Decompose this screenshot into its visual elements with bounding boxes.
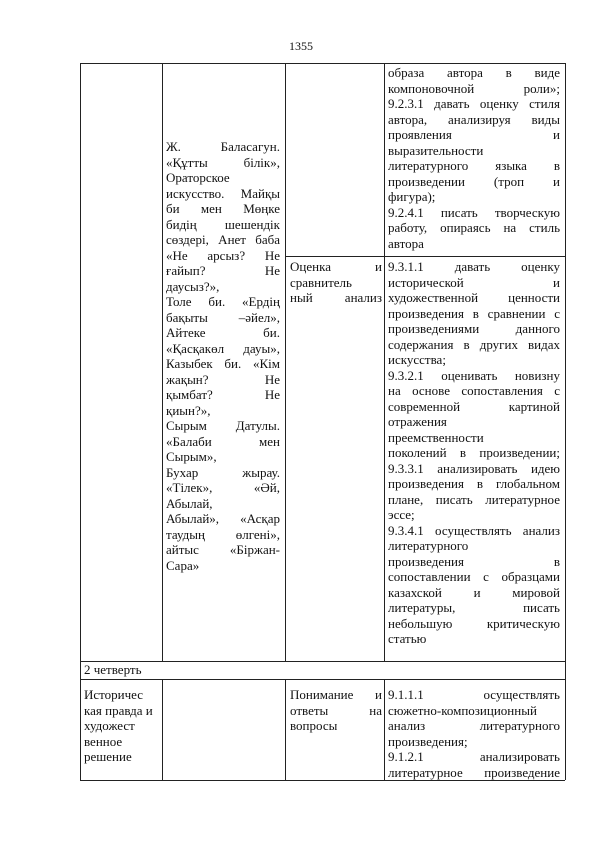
objective-line: произведении (троп и [388,173,560,189]
objective-line: современной картиной [388,398,560,414]
objective-line: литературное произведение [388,764,560,780]
col-divider-3-lower [384,679,385,780]
authors-line: ғайып? Не [166,263,280,278]
authors-line: қиын?», [166,402,211,418]
objective-line: произведения в [388,553,560,569]
objectives-cell-1 [388,65,560,251]
method-line: Оценка и [290,259,382,274]
topic-line: венное [84,733,123,749]
objective-line: сопоставлении с образцами [388,569,560,584]
objective-line: выразительности [388,142,484,158]
objective-line: на основе сопоставления с [388,383,560,398]
authors-line: Толе би. «Ердің [166,294,280,309]
authors-line: жақын? Не [166,371,280,387]
objective-line: искусства; [388,352,446,367]
quarter-label: 2 четверть [84,662,142,677]
objective-line: 9.2.4.1 писать творческую [388,204,560,220]
objective-line: проявления и [388,127,560,142]
row-divider-quarter-bottom [80,679,565,680]
topic-line: решение [84,749,132,764]
objective-line: произведения в глобальном [388,476,560,491]
authors-line: Бухар жырау. [166,464,280,480]
authors-line: Абылай, [166,495,213,511]
objective-line: компоновочной роли»; [388,80,560,96]
objective-line: 9.3.3.1 анализировать идею [388,460,560,476]
objective-line: казахской и мировой [388,584,560,600]
authors-line: «Не арсыз? Не [166,247,280,263]
method-line: вопросы [290,718,338,733]
authors-line: би мен Мөңке [166,201,280,216]
page-number: 1355 [289,39,313,53]
objective-line: 9.2.3.1 давать оценку стиля [388,96,560,111]
objective-line: содержания в других видах [388,336,560,352]
col-divider-1-lower [162,679,163,780]
objective-line: литературного [388,538,469,553]
authors-line: Айтеке би. [166,325,280,340]
method-cell-2 [290,259,382,306]
authors-line: бақыты –әйел», [166,309,280,325]
objective-line: произведения; [388,733,468,749]
authors-line: «Құтты білік», [166,154,280,170]
authors-line: даусыз?», [166,278,220,294]
table-top-border [80,63,565,64]
objective-line: произведения в сравнении с [388,305,560,321]
objective-line: исторической и [388,274,560,290]
method-line: ответы на [290,702,382,718]
objective-line: литературного языка в [388,158,560,173]
authors-line: қымбат? Не [166,387,280,402]
authors-line: Казыбек би. «Кім [166,356,280,371]
authors-cell [166,139,280,573]
objective-line: статью [388,631,427,646]
authors-line: айтыс «Біржан- [166,542,280,557]
objective-line: произведениями данного [388,321,560,336]
authors-line: Сырым Датулы. [166,418,280,433]
authors-line: «Қасқакөл дауы», [166,340,280,356]
objective-line: 9.1.1.1 осуществлять [388,687,560,702]
authors-line: «Балаби мен [166,433,280,449]
objective-line: сюжетно-композиционный [388,702,537,718]
objective-line: работу, опираясь на стиль [388,220,560,235]
method-line: ный анализ [290,290,382,305]
authors-line: таудың өлгені», [166,526,280,542]
objective-line: преемственности [388,429,484,445]
topic-line: Историчес [84,687,144,702]
table-right-border [565,63,566,780]
objectives-cell-3 [388,687,560,780]
method-line: Понимание и [290,687,382,702]
objective-line: фигура); [388,189,436,204]
col-divider-1-upper [162,63,163,661]
authors-line: Сырым», [166,449,217,464]
authors-line: сөздері, Анет баба [166,232,280,247]
authors-line: Ж. Баласагун. [166,139,280,154]
col-divider-3-upper [384,63,385,661]
row-divider-right [285,256,565,257]
topic-line: художест [84,718,135,733]
objective-line: автора [388,235,424,251]
col-divider-2-upper [285,63,286,661]
objectives-cell-2 [388,259,560,647]
objective-line: анализ литературного [388,718,560,733]
topic-cell [84,687,161,765]
objective-line: литературы, писать [388,600,560,615]
table-left-border [80,63,81,780]
objective-line: поколений в произведении; [388,445,560,460]
objective-line: отражения [388,414,447,429]
topic-line: кая правда и [84,702,153,718]
method-cell-3 [290,687,382,734]
objective-line: образа автора в виде [388,65,560,80]
objective-line: 9.3.4.1 осуществлять анализ [388,522,560,538]
objective-line: автора, анализируя виды [388,111,560,127]
objective-line: 9.1.2.1 анализировать [388,749,560,764]
objective-line: эссе; [388,507,415,522]
col-divider-2-lower [285,679,286,780]
table-bottom-border [80,780,565,781]
authors-line: бидің шешендік [166,216,280,232]
authors-line: «Тілек», «Әй, [166,480,280,495]
authors-line: Ораторское [166,170,230,185]
authors-line: Сара» [166,557,200,573]
objective-line: 9.3.1.1 давать оценку [388,259,560,274]
objective-line: небольшую критическую [388,615,560,631]
objective-line: 9.3.2.1 оценивать новизну [388,367,560,383]
authors-line: Абылай», «Асқар [166,511,280,526]
authors-line: искусство. Майқы [166,185,280,201]
objective-line: плане, писать литературное [388,491,560,507]
objective-line: художественной ценности [388,290,560,305]
method-line: сравнитель [290,274,352,290]
